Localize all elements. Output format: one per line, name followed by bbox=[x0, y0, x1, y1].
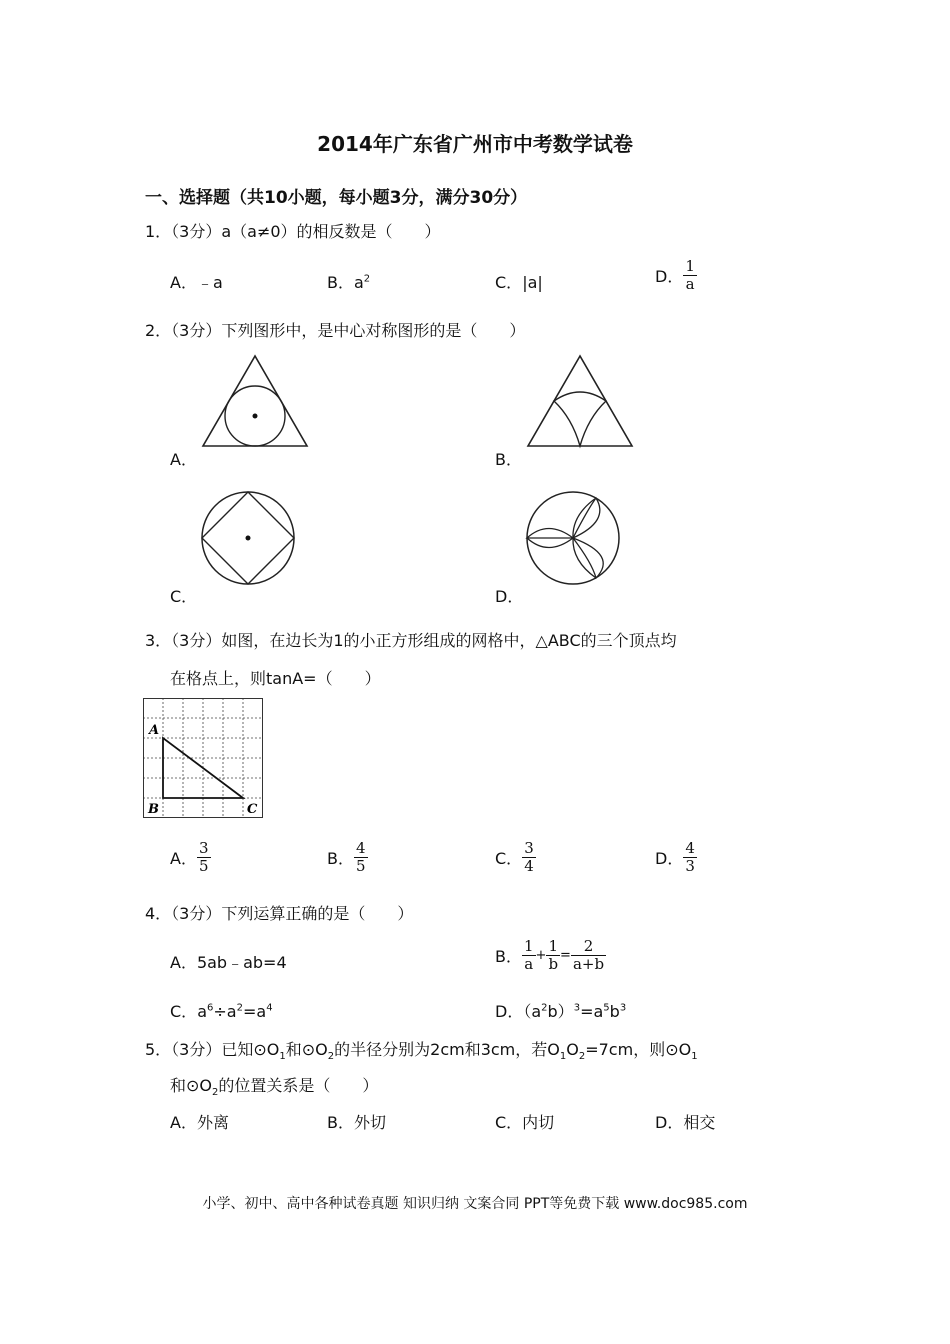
q3-option-d: D． $\frac{4}{3}$ bbox=[655, 839, 695, 875]
q1-d-fraction: $\frac{1}{a}$ bbox=[685, 257, 695, 293]
q1-option-a: A．﹣a bbox=[170, 273, 223, 292]
q2-option-b: B． bbox=[495, 450, 522, 469]
q2-option-a: A． bbox=[170, 450, 197, 469]
q2-figure-c bbox=[195, 485, 305, 595]
q4-stem: 4．（3分）下列运算正确的是（ ） bbox=[145, 904, 414, 923]
q2-option-c: C． bbox=[170, 587, 198, 606]
q3-option-b: B． $\frac{4}{5}$ bbox=[327, 839, 366, 875]
q5-stem-line1: 5．（3分）已知$⊙O_1$和$⊙O_2$的半径分别为2cm和3cm，若$O_1O_2=7cm$，则$⊙O_1$ bbox=[145, 1040, 698, 1063]
section-heading: 一、选择题（共10小题，每小题3分，满分30分） bbox=[145, 188, 528, 208]
q4-option-b: B． $\frac{1}{a}$ + $\frac{1}{b}$ = $\frac{2}{a+b}$ bbox=[495, 937, 605, 973]
vertex-a-label: A bbox=[149, 723, 160, 738]
vertex-c-label: C bbox=[247, 802, 258, 817]
q2-stem: 2．（3分）下列图形中，是中心对称图形的是（ ） bbox=[145, 321, 526, 340]
q3-grid-figure bbox=[143, 698, 265, 820]
q2-figure-d bbox=[520, 485, 630, 595]
q1-option-c: C．|a| bbox=[495, 273, 543, 292]
q3-option-a: A． $\frac{3}{5}$ bbox=[170, 839, 209, 875]
q2-option-d: D． bbox=[495, 587, 524, 606]
exam-title: 2014年广东省广州市中考数学试卷 bbox=[317, 132, 633, 156]
q3-stem-line1: 3．（3分）如图，在边长为1的小正方形组成的网格中，△ABC的三个顶点均 bbox=[145, 631, 677, 650]
q4-option-a: A．5ab﹣ab=4 bbox=[170, 953, 287, 972]
q2-figure-a bbox=[195, 350, 315, 450]
q1-option-d: D． $\frac{1}{a}$ bbox=[655, 257, 695, 293]
page-footer: 小学、初中、高中各种试卷真题 知识归纳 文案合同 PPT等免费下载 www.doc985.com bbox=[202, 1196, 748, 1212]
q5-option-c: C．内切 bbox=[495, 1113, 555, 1132]
q1-option-b: B．$a^2$ bbox=[327, 273, 371, 292]
q5-option-b: B．外切 bbox=[327, 1113, 386, 1132]
q1-stem: 1．（3分）a（a≠0）的相反数是（ ） bbox=[145, 222, 441, 241]
vertex-b-label: B bbox=[148, 802, 159, 817]
q4-option-d: D．$(a^2b)^3=a^5b^3$ bbox=[495, 1002, 627, 1021]
q5-option-d: D．相交 bbox=[655, 1113, 716, 1132]
q2-figure-b bbox=[520, 350, 640, 450]
q5-stem-line2: 和$⊙O_2$的位置关系是（ ） bbox=[170, 1076, 379, 1099]
q3-stem-line2: 在格点上，则tanA=（ ） bbox=[170, 669, 381, 688]
q5-option-a: A．外离 bbox=[170, 1113, 229, 1132]
q3-option-c: C． $\frac{3}{4}$ bbox=[495, 839, 534, 875]
q4-option-c: C．$a^6\div a^2=a^4$ bbox=[170, 1002, 273, 1021]
